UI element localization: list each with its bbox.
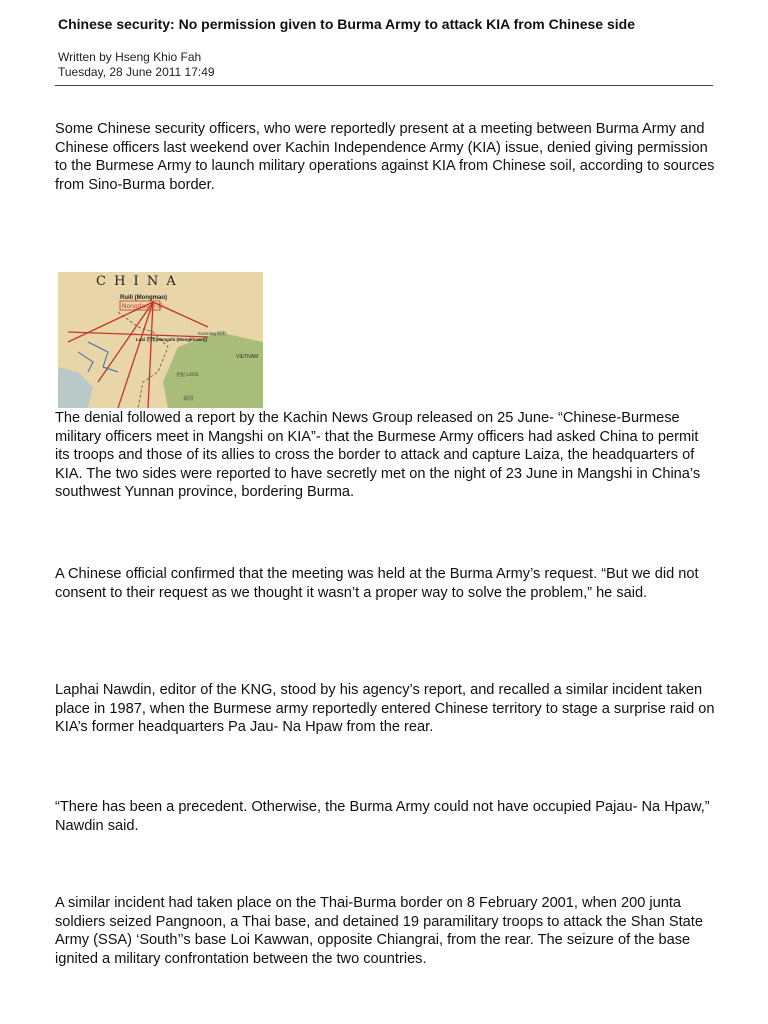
china-burma-map-image [58,272,263,408]
map-label-ruili: Ruili (Mongmao) [120,295,167,301]
author-line: Written by Hseng Khio Fah [58,50,202,64]
map-label-laos: 老挝 LAOS [176,373,199,378]
byline [58,50,215,80]
map-label-mangshi: Luxi 芒市(Mangshi (Mongkhawn)) [136,337,207,342]
map-label-kunming: Kunming 昆明 [198,331,227,336]
article-title: Chinese security: No permission given to Burma Army to attack KIA from Chinese side [58,16,635,32]
paragraph-3: A Chinese official confirmed that the meeting was held at the Burma Army’s request. “But we did not consent to their request as we thought it wasn’t a proper way to solve the problem,” he said. [55,566,699,601]
date-line: Tuesday, 28 June 2011 17:49 [58,65,215,79]
paragraph-2: The denial followed a report by the Kachin News Group released on 25 June- “Chinese-Burmese military officers meet in Mangshi on KIA”- that the Burmese Army officers had asked China to permit its troops and those of its allies to cross the border to attack and capture Laiza, the headquarters of KIA. The two sides were reported to have secretly met on the night of 23 June in Mangshi in China’s southwest Yunnan province, bordering Burma. [55,410,701,501]
header-divider [55,85,713,86]
map-label-thailand: 泰国 [183,396,194,402]
paragraph-5: “There has been a precedent. Otherwise, the Burma Army could not have occupied Pajau- Na Hpaw,” Nawdin said. [55,799,710,834]
paragraph-4: Laphai Nawdin, editor of the KNG, stood by his agency’s report, and recalled a similar incident taken place in 1987, when the Burmese army reportedly entered Chinese territory to stage a surprise raid on KIA’s former headquarters Pa Jau- Na Hpaw from the rear. [55,682,715,736]
map-label-vietnam: VIETNAM [236,354,259,360]
map-graphic [58,272,263,408]
paragraph-6: A similar incident had taken place on the Thai-Burma border on 8 February 2001, when 200 junta soldiers seized Pangnoon, a Thai base, and detained 19 paramilitary troops to attack the Shan State Army (SSA) ‘South’’s base Loi Kawwan, opposite Chiangrai, from the rear. The seizure of the base ignited a military confrontation between the two countries. [55,895,703,967]
map-label-china: C H I N A [96,274,178,289]
paragraph-1: Some Chinese security officers, who were reportedly present at a meeting between Burma Army and Chinese officers last weekend over Kachin Independence Army (KIA) issue, denied giving permission to the Burmese Army to launch military operations against KIA from Chinese soil, according to sources from Sino-Burma border. [55,121,715,193]
map-label-nongdao: Nongdao 弄岛 [122,303,163,310]
